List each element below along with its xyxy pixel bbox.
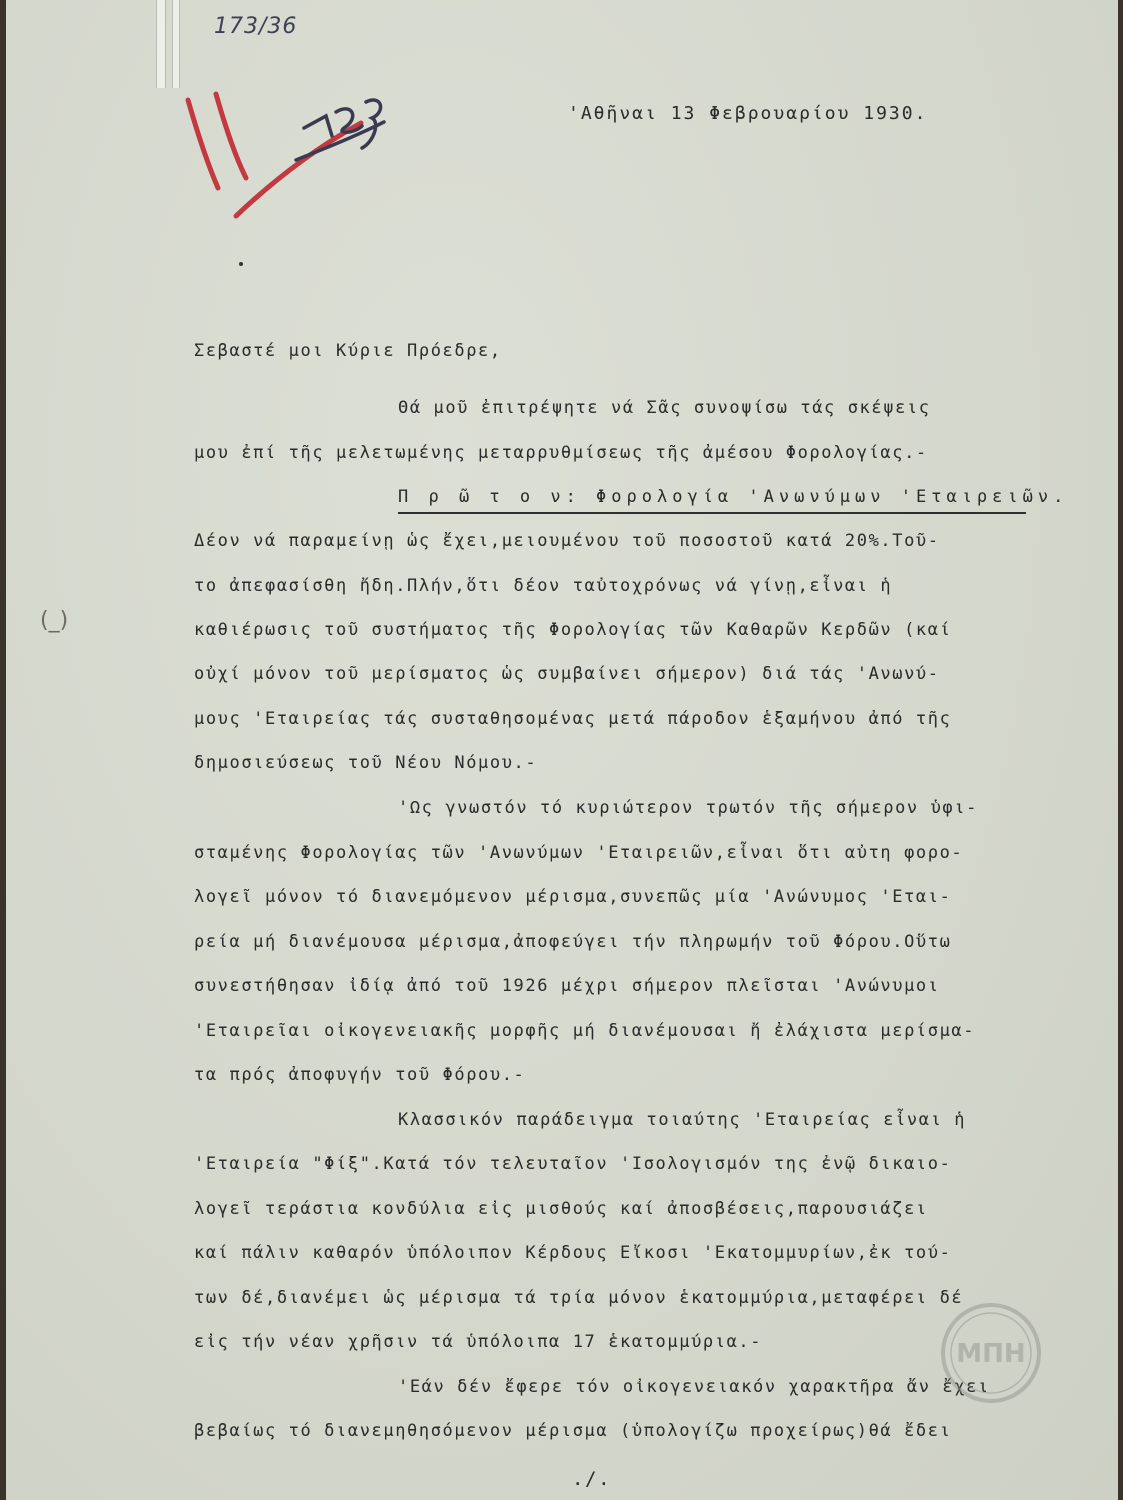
body-line: μου ἐπί τῆς μελετωμένης μεταρρυθμίσεως τῆς ἀμέσου Φορολογίας.-	[194, 443, 928, 463]
archive-reference-number: 173/36	[214, 14, 298, 39]
body-line: Θά μοῦ ἐπιτρέψητε νά Σᾶς συνοψίσω τάς σκέψεις	[398, 398, 931, 418]
body-line: καθιέρωσις τοῦ συστήματος τῆς Φορολογίας τῶν Καθαρῶν Κερδῶν (καί	[194, 620, 952, 640]
page-mark: ./.	[572, 1468, 612, 1490]
body-line: εἰς τήν νέαν χρῆσιν τά ὑπόλοιπα 17 ἑκατομμύρια.-	[194, 1332, 763, 1352]
body-line: συνεστήθησαν ἰδίᾳ ἀπό τοῦ 1926 μέχρι σήμερον πλεῖσται 'Ανώνυμοι	[194, 976, 940, 996]
scan-border-left	[0, 0, 6, 1500]
body-line: οὐχί μόνον τοῦ μερίσματος ὡς συμβαίνει σήμερον) διά τάς 'Ανωνύ-	[194, 664, 940, 684]
heading-underline	[398, 512, 1026, 514]
body-line: Δέον νά παραμείνῃ ὡς ἔχει,μειουμένου τοῦ ποσοστοῦ κατά 20%.Τοῦ-	[194, 531, 940, 551]
body-line: 'Ως γνωστόν τό κυριώτερον τρωτόν τῆς σήμερον ὑφι-	[398, 798, 978, 818]
body-line: 'Εταιρεῖαι οἰκογενειακῆς μορφῆς μή διανέμουσαι ἤ ἐλάχιστα μερίσμα-	[194, 1021, 976, 1041]
body-line: καί πάλιν καθαρόν ὑπόλοιπον Κέρδους Εἴκοσι 'Εκατομμυρίων,ἐκ τού-	[194, 1243, 952, 1263]
body-line: τα πρός ἀποφυγήν τοῦ Φόρου.-	[194, 1065, 526, 1085]
binding-strip	[172, 0, 180, 88]
body-line: βεβαίως τό διανεμηθησόμενον μέρισμα (ὑπολογίζω προχείρως)θά ἔδει	[194, 1421, 952, 1441]
body-line: λογεῖ τεράστια κονδύλια εἰς μισθούς καί ἀποσβέσεις,παρουσιάζει	[194, 1199, 928, 1219]
body-line: Κλασσικόν παράδειγμα τοιαύτης 'Εταιρείας εἶναι ἡ	[398, 1110, 967, 1130]
body-line: 'Εταιρεία "Φίξ".Κατά τόν τελευταῖον 'Ισολογισμόν της ἐνῷ δικαιο-	[194, 1154, 952, 1174]
body-line: σταμένης Φορολογίας τῶν 'Ανωνύμων 'Εταιρειῶν,εἶναι ὅτι αὐτη φορο-	[194, 843, 964, 863]
date-line: 'Αθῆναι 13 Φεβρουαρίου 1930.	[568, 103, 928, 124]
handwritten-annotation	[176, 78, 396, 228]
body-line: δημοσιεύσεως τοῦ Νέου Νόμου.-	[194, 753, 538, 773]
body-line: το ἀπεφασίσθη ἤδη.Πλήν,ὅτι δέον ταὐτοχρόνως νά γίνῃ,εἶναι ἡ	[194, 576, 893, 596]
scan-border-right	[1118, 0, 1123, 1500]
body-line: μους 'Εταιρείας τάς συσταθησομένας μετά πάροδον ἑξαμήνου ἀπό τῆς	[194, 709, 952, 729]
binding-clip-mark: (_)	[40, 608, 69, 633]
body-line: των δέ,διανέμει ὡς μέρισμα τά τρία μόνον ἑκατομμύρια,μεταφέρει δέ	[194, 1288, 964, 1308]
binding-strip	[156, 0, 166, 88]
body-line: λογεῖ μόνον τό διανεμόμενον μέρισμα,συνεπῶς μία 'Ανώνυμος 'Εται-	[194, 887, 952, 907]
body-line: ρεία μή διανέμουσα μέρισμα,ἀποφεύγει τήν πληρωμήν τοῦ Φόρου.Οὕτω	[194, 932, 952, 952]
body-line: 'Εάν δέν ἔφερε τόν οἰκογενειακόν χαρακτῆρα ἄν ἔχει	[398, 1377, 990, 1397]
salutation: Σεβαστέ μοι Κύριε Πρόεδρε,	[194, 341, 502, 361]
archive-stamp-logo	[936, 1298, 1046, 1408]
ink-dot	[239, 262, 243, 266]
document-page	[6, 0, 1118, 1500]
handwritten-blue-mark	[296, 100, 384, 160]
svg-text:ΜΠΗ: ΜΠΗ	[956, 1339, 1026, 1369]
section-heading: Π ρ ῶ τ ο ν: Φορολογία 'Ανωνύμων 'Εταιρειῶν.	[398, 487, 1069, 507]
